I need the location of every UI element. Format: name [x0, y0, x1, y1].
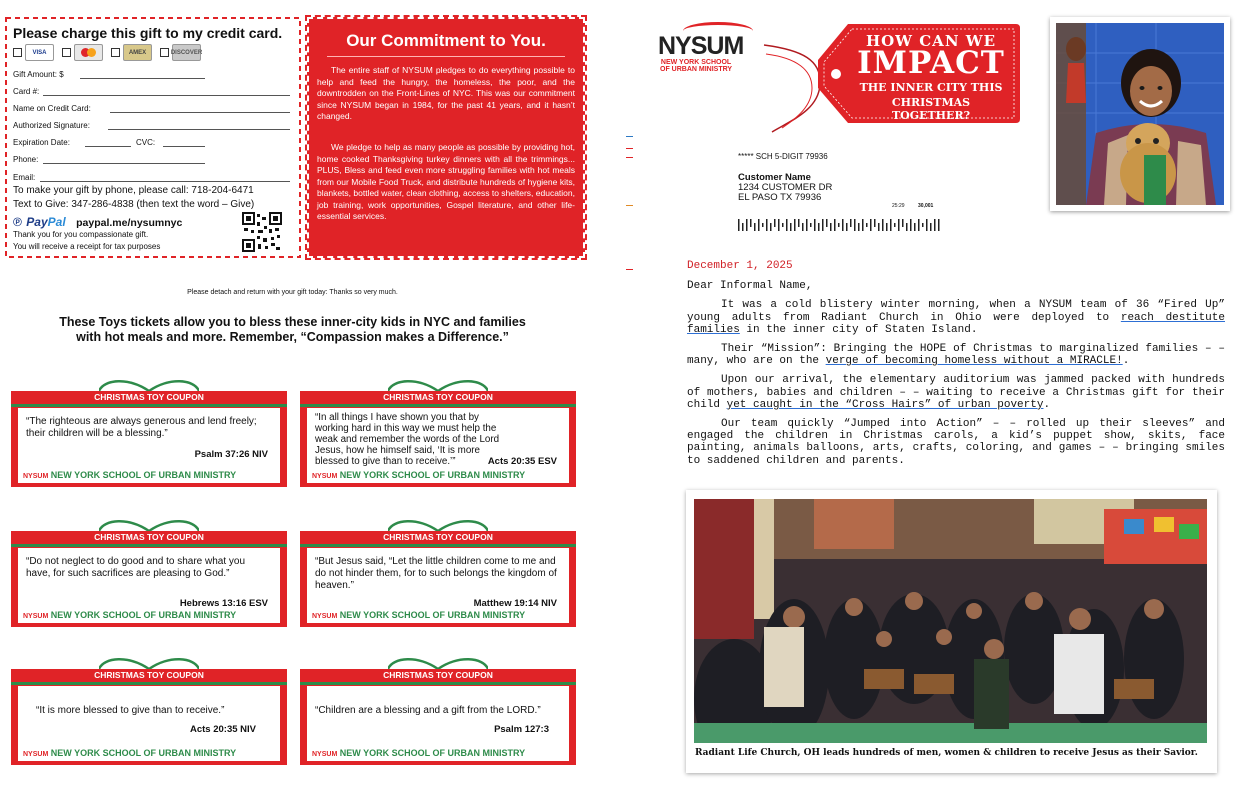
mastercard-icon [74, 44, 103, 61]
headline-line-2: with hot meals and more. Remember, “Compassion makes a Difference.” [76, 330, 509, 344]
letter-date: December 1, 2025 [687, 260, 793, 272]
customer-city: EL PASO TX 79936 [738, 192, 822, 203]
auditorium-crowd-photo [686, 490, 1217, 773]
mail-code-2: 30,001 [918, 203, 934, 209]
paypal-icon: ℗ [13, 215, 22, 229]
coupon-footer: NYSUM NEW YORK SCHOOL OF URBAN MINISTRY [23, 610, 237, 620]
coupon-quote: “But Jesus said, “Let the little children come to me and do not hinder them, for to such belongs the kingdom of heaven.” [315, 556, 557, 591]
letter-paragraph-1: It was a cold blistery winter morning, when a NYSUM team of 36 “Fired Up” young adults from Radiant Church in Ohio were deployed to reach destitute families in the inner city of Staten Island. [687, 299, 1225, 336]
coupon-label: CHRISTMAS TOY COUPON [383, 392, 493, 402]
commitment-box [307, 17, 585, 258]
qr-code-icon[interactable] [242, 212, 282, 252]
email-field[interactable] [40, 181, 290, 182]
card-number-label: Card #: [13, 87, 40, 96]
visa-checkbox[interactable] [13, 48, 22, 57]
girl-photo-illustration [1056, 23, 1224, 205]
coupon-footer: NYSUM NEW YORK SCHOOL OF URBAN MINISTRY [312, 610, 526, 620]
commitment-paragraph-1: The entire staff of NYSUM pledges to do everything possible to help and feed the hungry, the homeless, the poor, and the downtrodden on the Front-Lines of NYC. This was our commitment since NYSUM began in 1984, for the past 41 years, and it hasn’t changed. [317, 65, 575, 121]
phone-label: Phone: [13, 155, 39, 164]
coupon-label: CHRISTMAS TOY COUPON [94, 392, 204, 402]
coupon-label: CHRISTMAS TOY COUPON [94, 670, 204, 680]
coupon-4 [300, 531, 576, 627]
headline-line-1: These Toys tickets allow you to bless these inner-city kids in NYC and families [59, 315, 526, 329]
paypal-link[interactable]: paypal.me/nysumnyc [76, 217, 183, 229]
gift-tag [816, 20, 1021, 127]
ribbon-bow-icon [99, 657, 199, 669]
expiration-field[interactable] [85, 146, 131, 147]
coupon-6 [300, 669, 576, 765]
ribbon-bow-icon [99, 519, 199, 531]
text-to-give-line: Text to Give: 347-286-4838 (then text the word – Give) [13, 199, 255, 210]
thanks-line: Thank you for you compassionate gift. [13, 230, 149, 239]
discover-checkbox[interactable] [160, 48, 169, 57]
coupon-quote: “The righteous are always generous and lend freely; their children will be a blessing.” [26, 416, 257, 439]
amex-checkbox[interactable] [111, 48, 120, 57]
signature-field[interactable] [108, 129, 290, 130]
coupon-3 [11, 531, 287, 627]
coupon-2 [300, 391, 576, 487]
coupon-quote: “In all things I have shown you that by working hard in this way we must help the weak and remember the words of the Lord Jesus, how he himself said, ‘It is more blessed to give than to receive.’” [315, 412, 500, 467]
coupon-reference: Matthew 19:14 NIV [473, 598, 557, 609]
letter-paragraph-3: Upon our arrival, the elementary auditorium was jammed packed with hundreds of mothers, babies and children – – waiting to receive a Christmas gift for their child yet caught in the “Cross Hairs” of urban poverty. [687, 374, 1225, 411]
visa-card-icon: VISA [25, 44, 54, 61]
coupon-label: CHRISTMAS TOY COUPON [383, 670, 493, 680]
card-type-row [13, 44, 206, 61]
letter-paragraph-2: Their “Mission”: Bringing the HOPE of Christmas to marginalized families – – many, who are on the verge of becoming homeless without a MIRACLE!. [687, 343, 1225, 368]
auditorium-photo-illustration [694, 499, 1207, 743]
paypal-row [13, 213, 182, 231]
letter-paragraph-4: Our team quickly “Jumped into Action” – – rolled up their sleeves” and engaged the children in Christmas carols, a kid’s puppet show, skits, face painting, animals balloons, arts, crafts, coloring, and games – – bringing smiles to saddened children and parents. [687, 418, 1225, 467]
card-name-field[interactable] [110, 112, 290, 113]
card-number-field[interactable] [43, 95, 290, 96]
gift-amount-label: Gift Amount: $ [13, 70, 64, 79]
ribbon-bow-icon [388, 379, 488, 391]
cvc-label: CVC: [136, 138, 156, 147]
coupon-footer: NYSUM NEW YORK SCHOOL OF URBAN MINISTRY [312, 470, 526, 480]
postal-barcode-icon [738, 217, 943, 231]
ribbon-bow-icon [388, 519, 488, 531]
form-title: Please charge this gift to my credit card. [13, 25, 283, 41]
cvc-field[interactable] [163, 146, 205, 147]
tag-line-3: THE INNER CITY THIS [859, 81, 1003, 94]
letter-greeting: Dear Informal Name, [687, 280, 813, 293]
photo-caption: Radiant Life Church, OH leads hundreds of men, women & children to receive Jesus as their Savior. [695, 748, 1198, 758]
coupon-reference: Hebrews 13:16 ESV [179, 598, 268, 609]
coupon-quote: “Do not neglect to do good and to share what you have, for such sacrifices are pleasing to God.” [26, 556, 246, 579]
tag-line-1: HOW CAN WE [865, 32, 997, 50]
coupon-label: CHRISTMAS TOY COUPON [94, 532, 204, 542]
detach-note: Please detach and return with your gift today: Thanks so very much. [187, 289, 398, 296]
phone-field[interactable] [43, 163, 205, 164]
coupon-1 [11, 391, 287, 487]
mastercard-checkbox[interactable] [62, 48, 71, 57]
credit-card-form [5, 17, 301, 258]
expiration-label: Expiration Date: [13, 138, 70, 147]
coupon-footer: NYSUM NEW YORK SCHOOL OF URBAN MINISTRY [23, 748, 237, 758]
customer-street: 1234 CUSTOMER DR [738, 182, 833, 193]
tag-line-2: IMPACT [857, 45, 1005, 81]
coupon-reference: Psalm 127:3 [494, 724, 549, 735]
coupon-footer: NYSUM NEW YORK SCHOOL OF URBAN MINISTRY [23, 470, 237, 480]
phone-gift-line: To make your gift by phone, please call: 718-204-6471 [13, 185, 254, 196]
commitment-title: Our Commitment to You. [346, 31, 546, 50]
tag-line-4: CHRISTMAS TOGETHER? [891, 96, 971, 122]
coupon-reference: Psalm 37:26 NIV [194, 449, 268, 460]
letter-body [687, 260, 1225, 474]
gift-amount-field[interactable] [80, 78, 205, 79]
coupon-reference: Acts 20:35 NIV [189, 724, 256, 735]
coupon-5 [11, 669, 287, 765]
card-name-label: Name on Credit Card: [13, 104, 91, 113]
discover-card-icon: DISCOVER [172, 44, 201, 61]
ribbon-bow-icon [99, 379, 199, 391]
logo-subtitle: NEW YORK SCHOOL OF URBAN MINISTRY [660, 59, 733, 73]
coupon-reference: Acts 20:35 ESV [487, 456, 557, 467]
presort-line: ***** SCH 5-DIGIT 79936 [738, 152, 828, 161]
mail-code-1: 25:29 [892, 203, 905, 209]
email-label: Email: [13, 173, 36, 182]
commitment-paragraph-2: We pledge to help as many people as possible by providing hot, home cooked Thanksgiving turkey dinners with all the trimmings... PLUS, Bless and feed even more struggling families with hot meals from our Mobile Food Truck, and distribute hundreds of hygiene kits, blankets, bottled water, clean clothing, access to shelters, education, job training, work opportunities, Gospel literature, and other life-essential services. [317, 142, 575, 221]
receipt-line: You will receive a receipt for tax purposes [13, 242, 161, 251]
customer-name: Customer Name [738, 172, 811, 183]
girl-with-teddy-bear-photo [1050, 17, 1230, 211]
paypal-logo: PayPal [26, 215, 66, 229]
amex-card-icon: AMEX [123, 44, 152, 61]
nysum-logo [658, 22, 773, 77]
commitment-divider [327, 56, 565, 57]
coupon-headline [10, 315, 575, 345]
logo-name: NYSUM [658, 32, 744, 60]
coupon-label: CHRISTMAS TOY COUPON [383, 532, 493, 542]
coupon-footer: NYSUM NEW YORK SCHOOL OF URBAN MINISTRY [312, 748, 526, 758]
ribbon-bow-icon [388, 657, 488, 669]
coupon-quote: “It is more blessed to give than to receive.” [36, 705, 225, 716]
coupon-quote: “Children are a blessing and a gift from the LORD.” [315, 705, 541, 716]
signature-label: Authorized Signature: [13, 121, 90, 130]
